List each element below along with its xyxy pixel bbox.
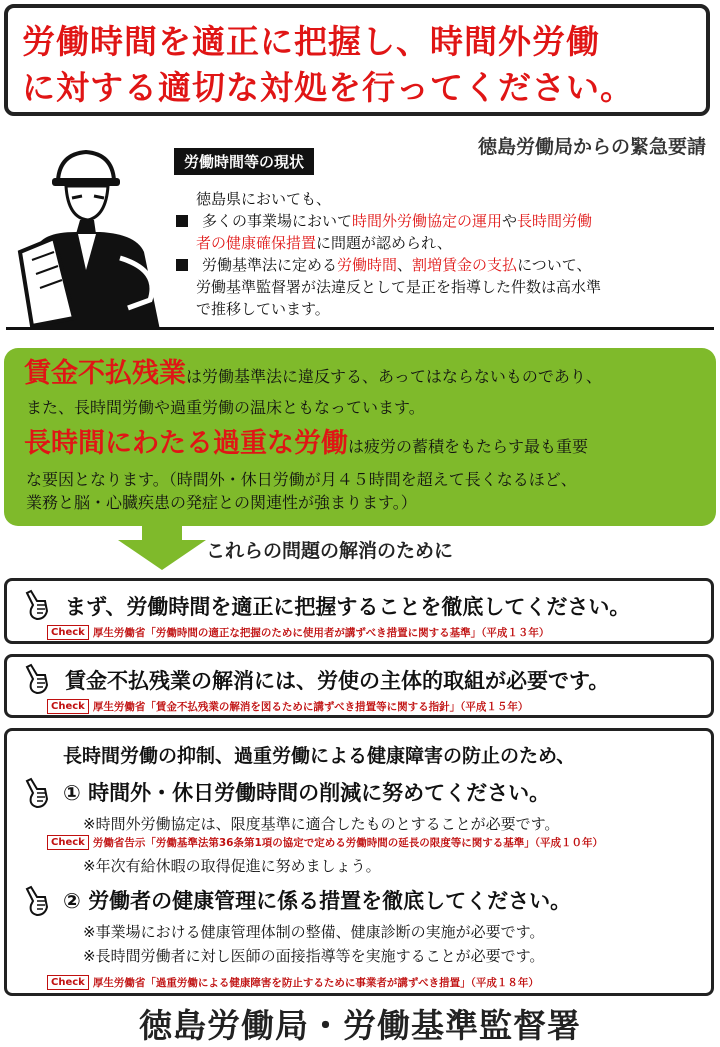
action-box-3-intro: 長時間労働の抑制、過重労働による健康障害の防止のため、 <box>63 745 576 767</box>
action-box-3-ref-2 <box>47 975 539 990</box>
green-line-5: 業務と脳・心臓疾患の発症との関連性が強まります。） <box>26 493 417 512</box>
green-line-4: な要因となります。（時間外・休日労働が月４５時間を超えて長くなるほど、 <box>26 470 577 489</box>
pointing-hand-icon <box>19 777 51 809</box>
check-badge: Check <box>47 975 89 990</box>
status-bullet-2 <box>176 254 591 276</box>
title-box <box>4 4 710 116</box>
green-warning-box <box>4 348 716 526</box>
footer: 徳島労働局・労働基準監督署 <box>139 1006 581 1045</box>
status-text: 、 <box>397 256 413 274</box>
solve-heading: これらの問題の解消のために <box>206 540 454 562</box>
status-text: について、 <box>517 256 592 274</box>
status-bullet-1 <box>176 210 592 232</box>
action-box-3-note-4: ※長時間労働者に対し医師の面接指導等を実施することが必要です。 <box>83 947 545 965</box>
status-intro: 徳島県においても、 <box>196 190 332 208</box>
check-badge: Check <box>47 835 89 850</box>
divider <box>6 327 714 330</box>
action-box-3-note-1: ※時間外労働協定は、限度基準に適合したものとすることが必要です。 <box>83 815 560 833</box>
subtitle: 徳島労働局からの緊急要請 <box>477 136 706 158</box>
green-line-1 <box>24 358 602 389</box>
status-text: 多くの事業場において <box>202 212 353 230</box>
status-highlight: 労働時間 <box>337 256 398 274</box>
pointing-hand-icon <box>19 663 51 695</box>
action-box-1 <box>4 578 714 644</box>
reference-text: 厚生労働省「過重労働による健康障害を防止するために事業者が講ずべき措置」（平成１８年） <box>92 977 539 989</box>
check-badge: Check <box>47 625 89 640</box>
status-highlight: 長時間労働 <box>517 212 593 230</box>
bullet-square-icon <box>176 215 188 227</box>
reference-text: 厚生労働省「賃金不払残業の解消を図るために講ずべき措置等に関する指針」（平成１５年） <box>92 701 529 713</box>
green-line-2: また、長時間労働や過重労働の温床ともなっています。 <box>26 398 425 417</box>
action-box-3-ref-1 <box>47 835 603 850</box>
green-text: は疲労の蓄積をもたらす最も重要 <box>348 437 589 456</box>
green-emphasis: 賃金不払残業 <box>24 358 186 389</box>
action-box-3 <box>4 728 714 996</box>
status-bullet-2-line3: で推移しています。 <box>196 300 330 318</box>
status-bullet-1-cont <box>196 232 452 254</box>
green-text: は労働基準法に違反する、あってはならないものであり、 <box>186 367 602 386</box>
green-emphasis: 長時間にわたる過重な労働 <box>24 428 348 459</box>
title-line-2: に対する適切な対処を行ってください。 <box>22 68 634 107</box>
action-box-2-ref <box>47 699 528 714</box>
status-label: 労働時間等の現状 <box>174 148 314 175</box>
worker-illustration <box>10 140 170 330</box>
action-box-3-note-3: ※事業場における健康管理体制の整備、健康診断の実施が必要です。 <box>83 923 545 941</box>
action-box-2-text: 賃金不払残業の解消には、労使の主体的取組が必要です。 <box>65 669 610 693</box>
action-box-3-note-2: ※年次有給休暇の取得促進に努めましょう。 <box>83 857 381 875</box>
reference-text: 労働省告示「労働基準法第36条第1項の協定で定める労働時間の延長の限度等に関する基準」（平成１０年） <box>92 837 603 849</box>
status-bullet-2-line2: 労働基準監督署が法違反として是正を指導した件数は高水準 <box>196 278 602 296</box>
status-highlight: 割増賃金の支払 <box>412 256 518 274</box>
bullet-square-icon <box>176 259 188 271</box>
action-box-1-ref <box>47 625 549 640</box>
status-highlight: 時間外労働協定の運用 <box>352 212 503 230</box>
action-box-3-item-2: ② 労働者の健康管理に係る措置を徹底してください。 <box>63 889 572 913</box>
check-badge: Check <box>47 699 89 714</box>
pointing-hand-icon <box>19 589 51 621</box>
action-box-1-text: まず、労働時間を適正に把握することを徹底してください。 <box>65 595 631 619</box>
down-arrow-icon <box>118 524 206 570</box>
action-box-3-item-1: ① 時間外・休日労働時間の削減に努めてください。 <box>63 781 551 805</box>
action-box-2 <box>4 654 714 718</box>
green-line-3 <box>24 428 589 459</box>
status-text: や <box>502 212 518 230</box>
status-text: 労働基準法に定める <box>202 256 338 274</box>
status-highlight: 者の健康確保措置 <box>196 234 317 252</box>
title-line-1: 労働時間を適正に把握し、時間外労働 <box>22 22 600 61</box>
status-text: に問題が認められ、 <box>316 234 452 252</box>
reference-text: 厚生労働省「労働時間の適正な把握のために使用者が講ずべき措置に関する基準」（平成１３年） <box>92 627 550 639</box>
pointing-hand-icon <box>19 885 51 917</box>
